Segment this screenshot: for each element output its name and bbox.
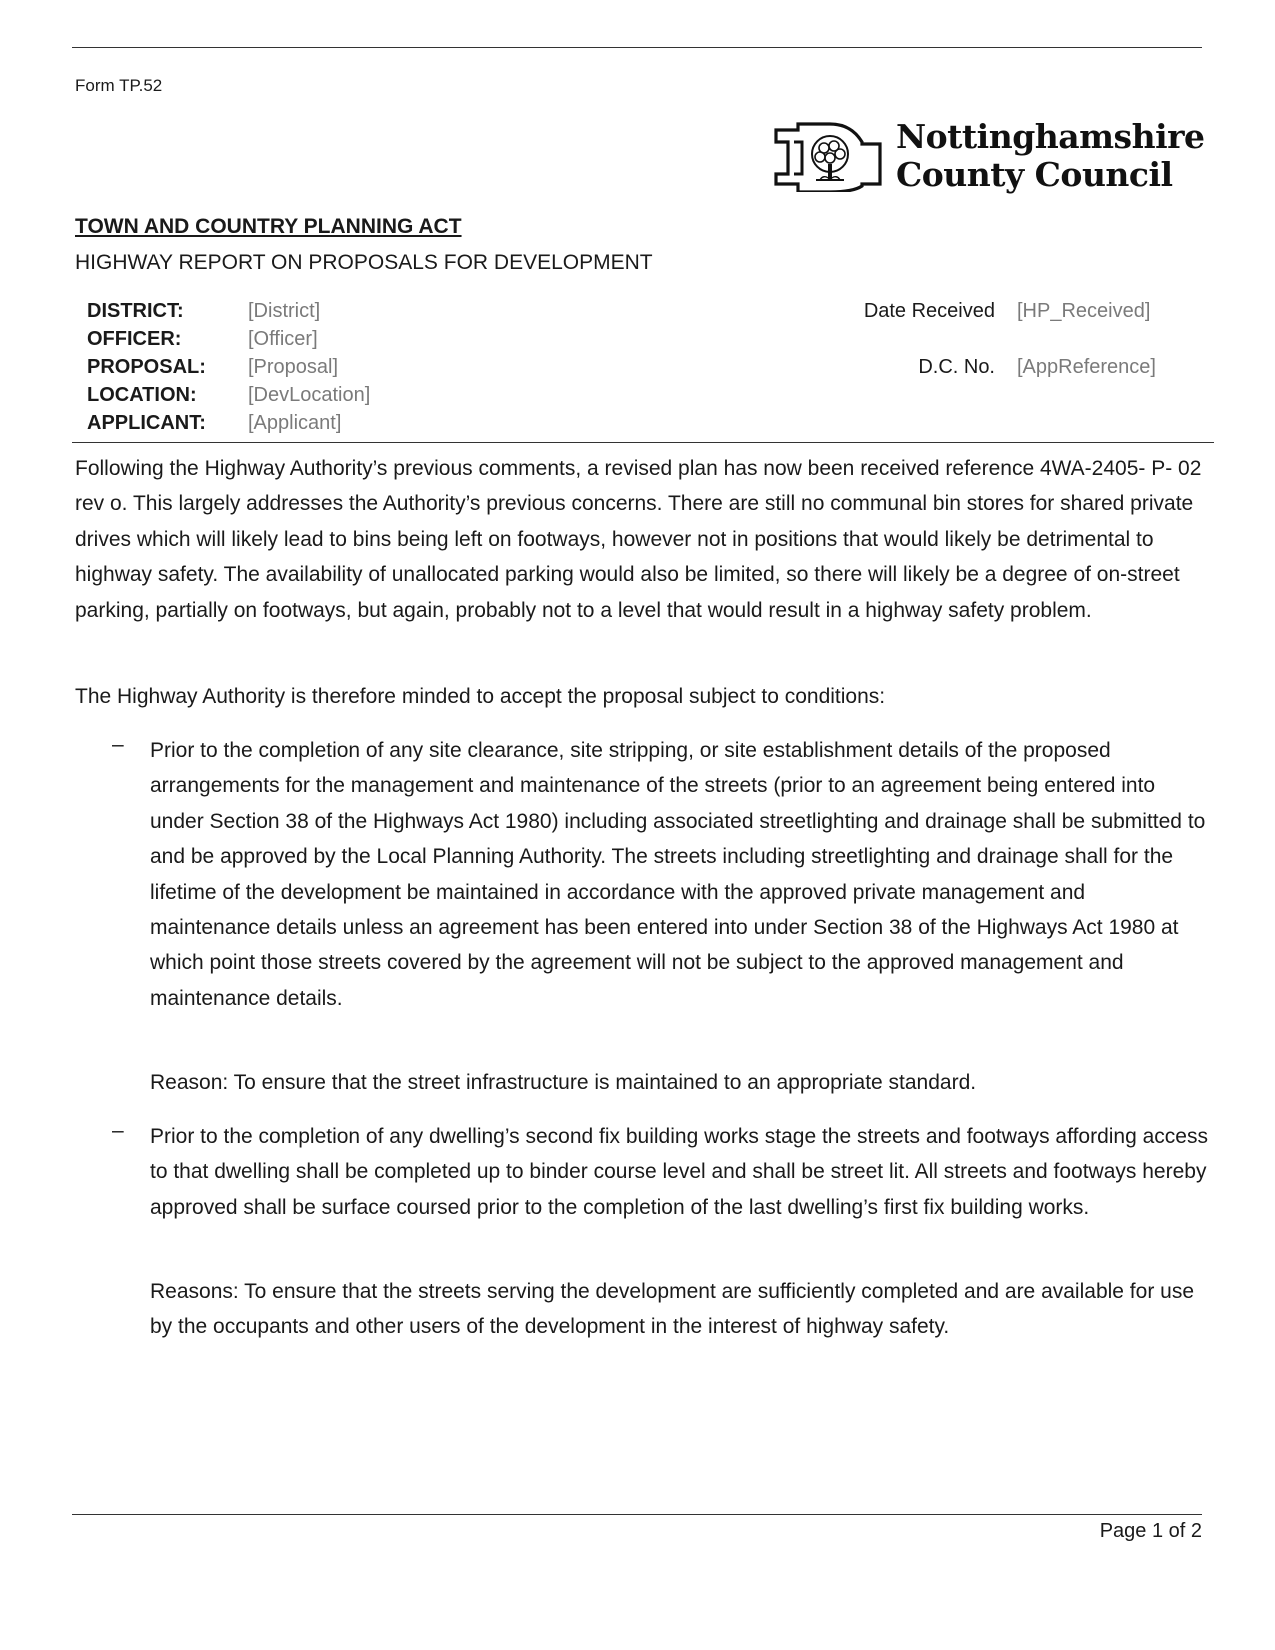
location-value: [DevLocation] <box>248 384 371 406</box>
officer-value: [Officer] <box>248 328 318 350</box>
condition-1-text: Prior to the completion of any site clearance, site stripping, or site establishment details of the proposed arrangements for the management and maintenance of the streets (prior to an agreement being entered into under Section 38 of the Highways Act 1980) including associated streetlighting and drainage shall be submitted to and be approved by the Local Planning Authority. The streets including streetlighting and drainage shall for the lifetime of the development be maintained in accordance with the approved private management and maintenance details unless an agreement has been entered into under Section 38 of the Highways Act 1980 at which point those streets covered by the agreement will not be subject to the approved management and maintenance details. <box>150 739 1206 1010</box>
condition-2-bullet: – <box>112 1119 124 1142</box>
council-crest-icon <box>772 120 884 192</box>
council-name <box>896 118 1205 194</box>
date-received-value: [HP_Received] <box>1017 300 1151 322</box>
condition-1-bullet: – <box>112 733 124 756</box>
date-received-label: Date Received <box>863 300 995 322</box>
conditions-intro: The Highway Authority is therefore minded to accept the proposal subject to conditions: <box>75 685 886 708</box>
report-heading: HIGHWAY REPORT ON PROPOSALS FOR DEVELOPMENT <box>75 251 653 274</box>
page-number: Page 1 of 2 <box>1099 1520 1202 1542</box>
form-reference: Form TP.52 <box>75 76 163 95</box>
condition-2-text: Prior to the completion of any dwelling’s second fix building works stage the streets and footways affording access to that dwelling shall be completed up to binder course level and shall be street lit. All streets and footways hereby approved shall be surface coursed prior to the completion of the last dwelling’s first fix building works. <box>150 1125 1208 1219</box>
intro-paragraph: Following the Highway Authority’s previous comments, a revised plan has now been received reference 4WA-2405- P- 02 rev o. This largely addresses the Authority’s previous concerns. There are still no communal bin stores for shared private drives which will likely lead to bins being left on footways, however not in positions that would likely be detrimental to highway safety. The availability of unallocated parking would also be limited, so there will likely be a degree of on-street parking, partially on footways, but again, probably not to a level that would result in a highway safety problem. <box>75 457 1202 622</box>
condition-1-reason: Reason: To ensure that the street infrastructure is maintained to an appropriate standard. <box>150 1071 977 1094</box>
council-name-line2: County Council <box>896 155 1173 194</box>
district-label: DISTRICT: <box>87 300 184 322</box>
proposal-value: [Proposal] <box>248 356 339 378</box>
header-rule <box>72 442 1214 443</box>
applicant-label: APPLICANT: <box>87 412 206 434</box>
dc-no-label: D.C. No. <box>918 356 995 378</box>
location-label: LOCATION: <box>87 384 197 406</box>
applicant-value: [Applicant] <box>248 412 342 434</box>
condition-2-reason: Reasons: To ensure that the streets serving the development are sufficiently completed and are available for use by the occupants and other users of the development in the interest of highway safety. <box>150 1280 1195 1339</box>
proposal-label: PROPOSAL: <box>87 356 206 378</box>
district-value: [District] <box>248 300 321 322</box>
council-name-line1: Nottinghamshire <box>896 117 1205 156</box>
top-rule <box>72 47 1202 48</box>
dc-no-value: [AppReference] <box>1017 356 1156 378</box>
officer-label: OFFICER: <box>87 328 182 350</box>
act-heading: TOWN AND COUNTRY PLANNING ACT <box>75 215 462 238</box>
footer-rule <box>72 1514 1202 1515</box>
council-logo <box>772 117 1205 196</box>
